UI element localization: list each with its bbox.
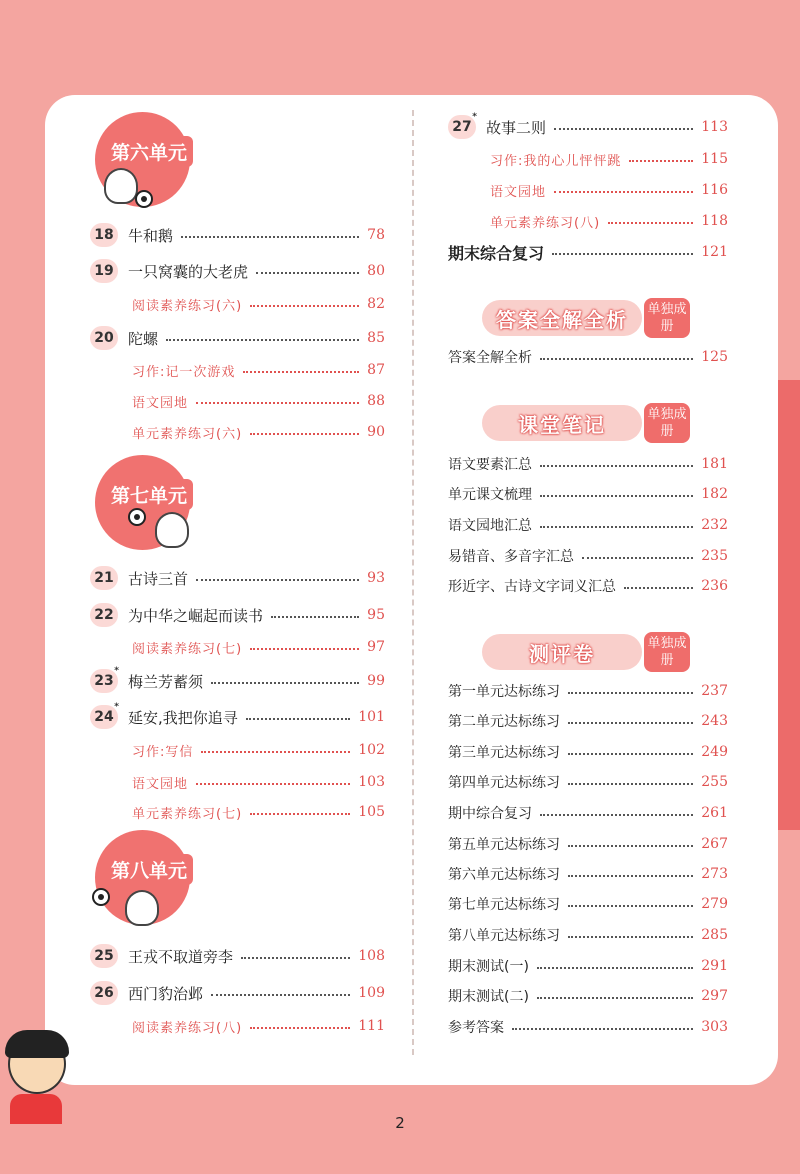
dot-leader bbox=[271, 616, 359, 618]
dot-leader bbox=[568, 753, 693, 755]
soccer-ball-icon bbox=[92, 888, 110, 906]
toc-page-number: 285 bbox=[701, 927, 728, 943]
toc-entry-title: 第三单元达标练习 bbox=[448, 745, 560, 761]
toc-entry[interactable] bbox=[90, 293, 385, 315]
toc-page-number: 291 bbox=[701, 958, 728, 974]
dot-leader bbox=[211, 994, 350, 996]
toc-page-number: 125 bbox=[701, 349, 728, 365]
boy-mascot-icon bbox=[0, 1030, 70, 1120]
toc-page-number: 88 bbox=[367, 393, 385, 409]
toc-page-number: 103 bbox=[358, 774, 385, 790]
toc-entry-title: 阅读素养练习(八) bbox=[132, 1020, 243, 1036]
toc-entry-title: 为中华之崛起而读书 bbox=[128, 606, 264, 625]
toc-entry-title: 期中综合复习 bbox=[448, 806, 532, 822]
toc-entry[interactable] bbox=[90, 567, 385, 589]
toc-page-number: 261 bbox=[701, 805, 728, 821]
toc-entry[interactable] bbox=[448, 741, 728, 763]
toc-entry-title: 期末综合复习 bbox=[448, 243, 545, 263]
toc-entry-title: 延安,我把你追寻 bbox=[128, 708, 238, 727]
toc-page-number: 249 bbox=[701, 744, 728, 760]
toc-entry-title: 故事二则 bbox=[486, 118, 547, 137]
dot-leader bbox=[196, 402, 359, 404]
toc-entry-title: 阅读素养练习(七) bbox=[132, 641, 243, 657]
dot-leader bbox=[537, 967, 693, 969]
column-divider bbox=[412, 110, 414, 1055]
lesson-number-badge: 26 bbox=[90, 981, 118, 1005]
toc-entry[interactable] bbox=[448, 483, 728, 505]
dot-leader bbox=[608, 222, 693, 224]
dot-leader bbox=[629, 160, 693, 162]
toc-entry[interactable] bbox=[448, 710, 728, 732]
lesson-number-badge: 23 * bbox=[90, 669, 118, 693]
toc-entry-title: 习作:记一次游戏 bbox=[132, 364, 236, 380]
toc-page-number: 95 bbox=[367, 607, 385, 623]
toc-entry-title: 西门豹治邺 bbox=[128, 984, 204, 1003]
toc-entry[interactable] bbox=[448, 112, 728, 138]
dot-leader bbox=[582, 557, 693, 559]
dot-leader bbox=[540, 465, 693, 467]
separate-volume-tag: 单独成册 bbox=[644, 403, 690, 443]
toc-entry-title: 参考答案 bbox=[448, 1020, 504, 1036]
dot-leader bbox=[540, 526, 693, 528]
toc-entry[interactable] bbox=[90, 1015, 385, 1037]
dinosaur-mascot-icon bbox=[155, 512, 189, 548]
dot-leader bbox=[568, 905, 693, 907]
lesson-number-badge: 22 bbox=[90, 603, 118, 627]
toc-entry[interactable] bbox=[448, 179, 728, 201]
toc-page-number: 97 bbox=[367, 639, 385, 655]
toc-entry-title: 习作:我的心儿怦怦跳 bbox=[490, 153, 622, 169]
toc-entry[interactable] bbox=[448, 833, 728, 855]
toc-page-number: 236 bbox=[701, 578, 728, 594]
dot-leader bbox=[250, 433, 359, 435]
toc-entry-title: 一只窝囊的大老虎 bbox=[128, 262, 249, 281]
toc-entry-title: 第七单元达标练习 bbox=[448, 897, 560, 913]
section-banner-answers: 答案全解全析 单独成册 bbox=[482, 300, 642, 336]
dot-leader bbox=[211, 682, 359, 684]
toc-entry[interactable] bbox=[448, 346, 728, 368]
toc-page-number: 87 bbox=[367, 362, 385, 378]
toc-entry-title: 第四单元达标练习 bbox=[448, 775, 560, 791]
dot-leader bbox=[246, 718, 350, 720]
toc-entry-title: 形近字、古诗文字词义汇总 bbox=[448, 579, 616, 595]
dot-leader bbox=[568, 875, 693, 877]
toc-entry[interactable] bbox=[448, 210, 728, 232]
toc-entry[interactable] bbox=[448, 863, 728, 885]
toc-entry-title: 第二单元达标练习 bbox=[448, 714, 560, 730]
toc-entry-title: 期末测试(二) bbox=[448, 989, 529, 1005]
toc-entry[interactable] bbox=[448, 955, 728, 977]
dot-leader bbox=[201, 751, 350, 753]
toc-page-number: 85 bbox=[367, 330, 385, 346]
unit-label-7: 第七单元 bbox=[105, 479, 193, 510]
toc-page-number: 113 bbox=[701, 119, 728, 135]
dinosaur-mascot-icon bbox=[125, 890, 159, 926]
toc-entry-title: 易错音、多音字汇总 bbox=[448, 549, 574, 565]
toc-entry[interactable] bbox=[90, 421, 385, 443]
toc-entry[interactable] bbox=[448, 680, 728, 702]
separate-volume-tag: 单独成册 bbox=[644, 632, 690, 672]
toc-entry[interactable] bbox=[90, 702, 385, 728]
dot-leader bbox=[250, 813, 350, 815]
lesson-number-badge: 27 * bbox=[448, 115, 476, 139]
toc-entry[interactable] bbox=[448, 771, 728, 793]
toc-entry[interactable] bbox=[448, 802, 728, 824]
toc-page-number: 243 bbox=[701, 713, 728, 729]
dot-leader bbox=[554, 128, 693, 130]
toc-entry[interactable] bbox=[448, 924, 728, 946]
toc-entry[interactable] bbox=[448, 514, 728, 536]
dot-leader bbox=[568, 845, 693, 847]
toc-page-number: 93 bbox=[367, 570, 385, 586]
toc-entry-title: 第一单元达标练习 bbox=[448, 684, 560, 700]
toc-entry[interactable] bbox=[90, 224, 385, 246]
toc-entry-title: 阅读素养练习(六) bbox=[132, 298, 243, 314]
dot-leader bbox=[568, 722, 693, 724]
toc-entry[interactable] bbox=[90, 771, 385, 793]
toc-entry-title: 牛和鹅 bbox=[128, 226, 174, 245]
toc-entry-title: 单元素养练习(七) bbox=[132, 806, 243, 822]
toc-entry-title: 梅兰芳蓄须 bbox=[128, 672, 204, 691]
toc-entry[interactable] bbox=[90, 945, 385, 967]
page-number: 2 bbox=[395, 1114, 405, 1132]
toc-page-number: 303 bbox=[701, 1019, 728, 1035]
toc-entry-title: 语文园地 bbox=[490, 184, 547, 200]
dot-leader bbox=[624, 587, 693, 589]
soccer-ball-icon bbox=[135, 190, 153, 208]
dot-leader bbox=[552, 253, 693, 255]
toc-page-number: 99 bbox=[367, 673, 385, 689]
toc-entry-title: 第八单元达标练习 bbox=[448, 928, 560, 944]
lesson-number-badge: 24 * bbox=[90, 705, 118, 729]
toc-entry[interactable] bbox=[90, 260, 385, 282]
dot-leader bbox=[250, 1027, 350, 1029]
toc-entry-title: 语文要素汇总 bbox=[448, 457, 532, 473]
dinosaur-mascot-icon bbox=[104, 168, 138, 204]
dot-leader bbox=[540, 495, 693, 497]
section-banner-notes: 课堂笔记 单独成册 bbox=[482, 405, 642, 441]
toc-page-number: 267 bbox=[701, 836, 728, 852]
toc-entry-title: 语文园地 bbox=[132, 776, 189, 792]
toc-page-number: 182 bbox=[701, 486, 728, 502]
soccer-ball-icon bbox=[128, 508, 146, 526]
lesson-number-badge: 20 bbox=[90, 326, 118, 350]
lesson-number-badge: 21 bbox=[90, 566, 118, 590]
dot-leader bbox=[554, 191, 693, 193]
toc-entry-title: 第六单元达标练习 bbox=[448, 867, 560, 883]
toc-entry-title: 单元素养练习(六) bbox=[132, 426, 243, 442]
toc-entry[interactable] bbox=[448, 241, 728, 263]
toc-entry-title: 答案全解全析 bbox=[448, 350, 532, 366]
toc-page-number: 102 bbox=[358, 742, 385, 758]
toc-entry[interactable] bbox=[448, 985, 728, 1007]
toc-page-number: 109 bbox=[358, 985, 385, 1001]
toc-entry-title: 语文园地 bbox=[132, 395, 189, 411]
toc-page-number: 115 bbox=[701, 151, 728, 167]
toc-entry-title: 单元素养练习(八) bbox=[490, 215, 601, 231]
toc-page-number: 82 bbox=[367, 296, 385, 312]
toc-entry[interactable] bbox=[448, 453, 728, 475]
toc-entry-title: 期末测试(一) bbox=[448, 959, 529, 975]
dot-leader bbox=[250, 305, 359, 307]
lesson-number-badge: 19 bbox=[90, 259, 118, 283]
toc-entry[interactable] bbox=[90, 666, 385, 692]
toc-entry-title: 第五单元达标练习 bbox=[448, 837, 560, 853]
toc-page-number: 235 bbox=[701, 548, 728, 564]
toc-page-number: 232 bbox=[701, 517, 728, 533]
toc-page-number: 121 bbox=[701, 244, 728, 260]
toc-page-number: 105 bbox=[358, 804, 385, 820]
toc-page-number: 80 bbox=[367, 263, 385, 279]
separate-volume-tag: 单独成册 bbox=[644, 298, 690, 338]
toc-page-number: 90 bbox=[367, 424, 385, 440]
unit-label-6: 第六单元 bbox=[105, 136, 193, 167]
lesson-number-badge: 18 bbox=[90, 223, 118, 247]
dot-leader bbox=[166, 339, 359, 341]
unit-label-8: 第八单元 bbox=[105, 854, 193, 885]
dot-leader bbox=[196, 783, 350, 785]
toc-page-number: 118 bbox=[701, 213, 728, 229]
dot-leader bbox=[568, 692, 693, 694]
toc-page-number: 108 bbox=[358, 948, 385, 964]
toc-page-number: 297 bbox=[701, 988, 728, 1004]
dot-leader bbox=[568, 783, 693, 785]
toc-page-number: 237 bbox=[701, 683, 728, 699]
dot-leader bbox=[250, 648, 359, 650]
toc-entry-title: 陀螺 bbox=[128, 329, 159, 348]
dot-leader bbox=[540, 358, 693, 360]
toc-entry[interactable] bbox=[90, 739, 385, 761]
toc-page-number: 279 bbox=[701, 896, 728, 912]
toc-entry[interactable] bbox=[90, 982, 385, 1004]
toc-page-number: 181 bbox=[701, 456, 728, 472]
lesson-number-badge: 25 bbox=[90, 944, 118, 968]
toc-page-number: 111 bbox=[358, 1018, 385, 1034]
toc-page-number: 78 bbox=[367, 227, 385, 243]
toc-entry-title: 单元课文梳理 bbox=[448, 487, 532, 503]
dot-leader bbox=[256, 272, 359, 274]
toc-entry[interactable] bbox=[448, 575, 728, 597]
toc-entry[interactable] bbox=[90, 359, 385, 381]
dot-leader bbox=[181, 236, 359, 238]
dot-leader bbox=[512, 1028, 693, 1030]
toc-entry[interactable] bbox=[90, 801, 385, 823]
section-banner-tests: 测评卷 单独成册 bbox=[482, 634, 642, 670]
toc-entry[interactable] bbox=[448, 893, 728, 915]
toc-entry[interactable] bbox=[90, 604, 385, 626]
toc-page-number: 255 bbox=[701, 774, 728, 790]
toc-entry-title: 古诗三首 bbox=[128, 569, 189, 588]
toc-entry[interactable] bbox=[448, 148, 728, 170]
toc-entry[interactable] bbox=[90, 327, 385, 349]
toc-entry-title: 语文园地汇总 bbox=[448, 518, 532, 534]
toc-entry-title: 习作:写信 bbox=[132, 744, 194, 760]
toc-page-number: 116 bbox=[701, 182, 728, 198]
dot-leader bbox=[241, 957, 350, 959]
dot-leader bbox=[196, 579, 359, 581]
toc-page-number: 101 bbox=[358, 709, 385, 725]
dot-leader bbox=[568, 936, 693, 938]
toc-page-number: 273 bbox=[701, 866, 728, 882]
toc-entry-title: 王戎不取道旁李 bbox=[128, 947, 234, 966]
toc-entry[interactable] bbox=[90, 636, 385, 658]
toc-entry[interactable] bbox=[90, 390, 385, 412]
dot-leader bbox=[537, 997, 693, 999]
toc-entry[interactable] bbox=[448, 1016, 728, 1038]
dot-leader bbox=[540, 814, 693, 816]
dot-leader bbox=[243, 371, 359, 373]
toc-entry[interactable] bbox=[448, 545, 728, 567]
